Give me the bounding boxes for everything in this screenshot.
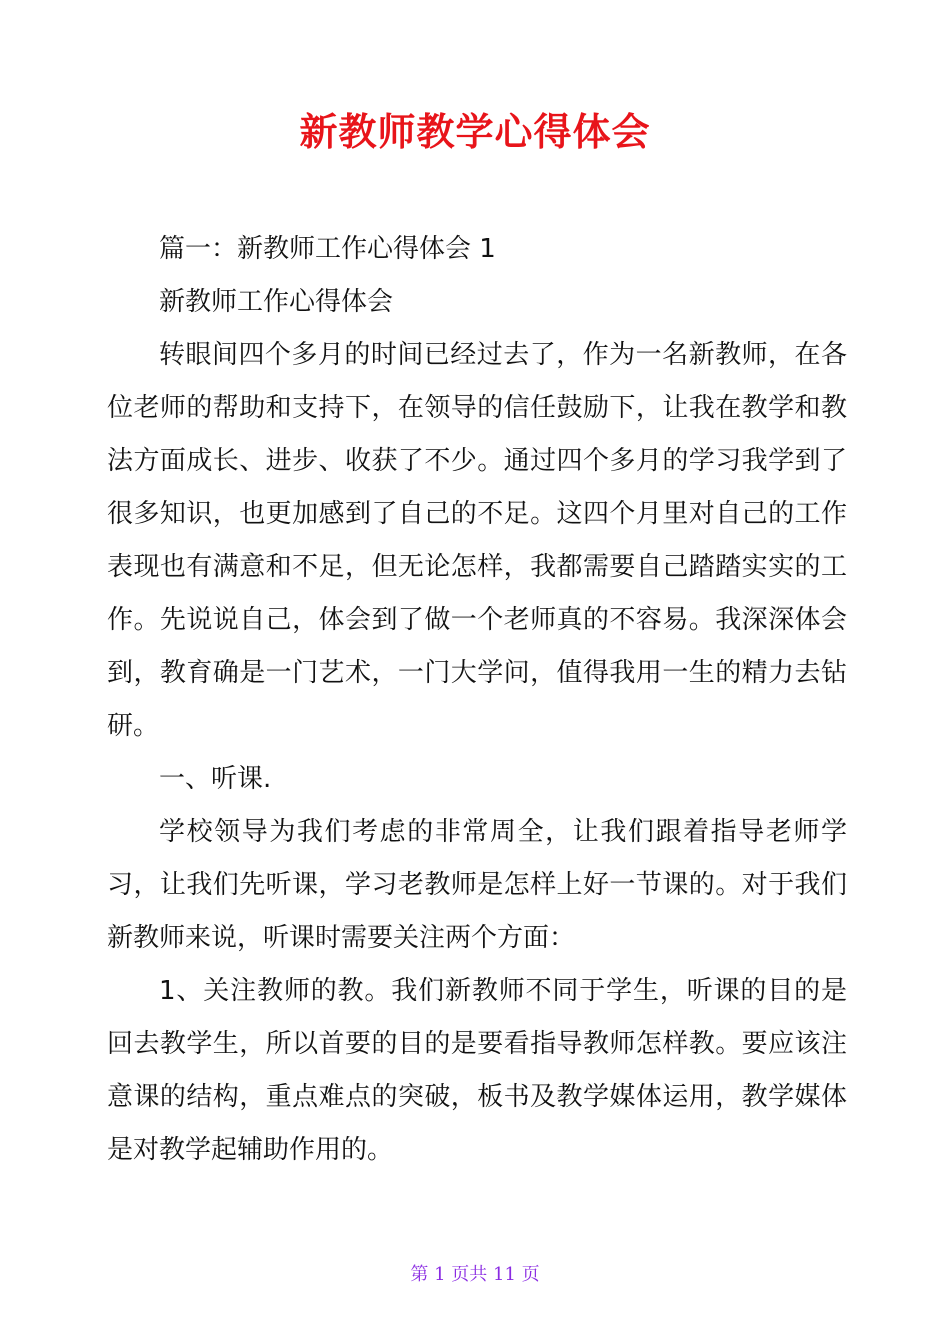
body-paragraph-listening: 学校领导为我们考虑的非常周全，让我们跟着指导老师学习，让我们先听课，学习老教师是怎样上好一节课的。对于我们新教师来说，听课时需要关注两个方面： <box>107 817 847 953</box>
document-title: 新教师教学心得体会 <box>299 110 651 154</box>
section-heading: 篇一：新教师工作心得体会 1 <box>159 234 496 264</box>
page-number-footer: 第 1 页共 11 页 <box>410 1264 540 1285</box>
document-body <box>107 223 847 1177</box>
body-paragraph-point-1: 1、关注教师的教。我们新教师不同于学生，听课的目的是回去教学生，所以首要的目的是要看指导教师怎样教。要应该注意课的结构，重点难点的突破，板书及教学媒体运用，教学媒体是对教学起辅助作用的。 <box>107 976 847 1165</box>
list-heading-listening: 一、听课. <box>159 764 272 794</box>
subsection-heading: 新教师工作心得体会 <box>159 287 394 317</box>
body-paragraph-intro: 转眼间四个多月的时间已经过去了，作为一名新教师，在各位老师的帮助和支持下，在领导的信任鼓励下，让我在教学和教法方面成长、进步、收获了不少。通过四个多月的学习我学到了很多知识，也更加感到了自己的不足。这四个月里对自己的工作表现也有满意和不足，但无论怎样，我都需要自己踏踏实实的工作。先说说自己，体会到了做一个老师真的不容易。我深深体会到，教育确是一门艺术，一门大学问，值得我用一生的精力去钻研。 <box>107 340 847 741</box>
